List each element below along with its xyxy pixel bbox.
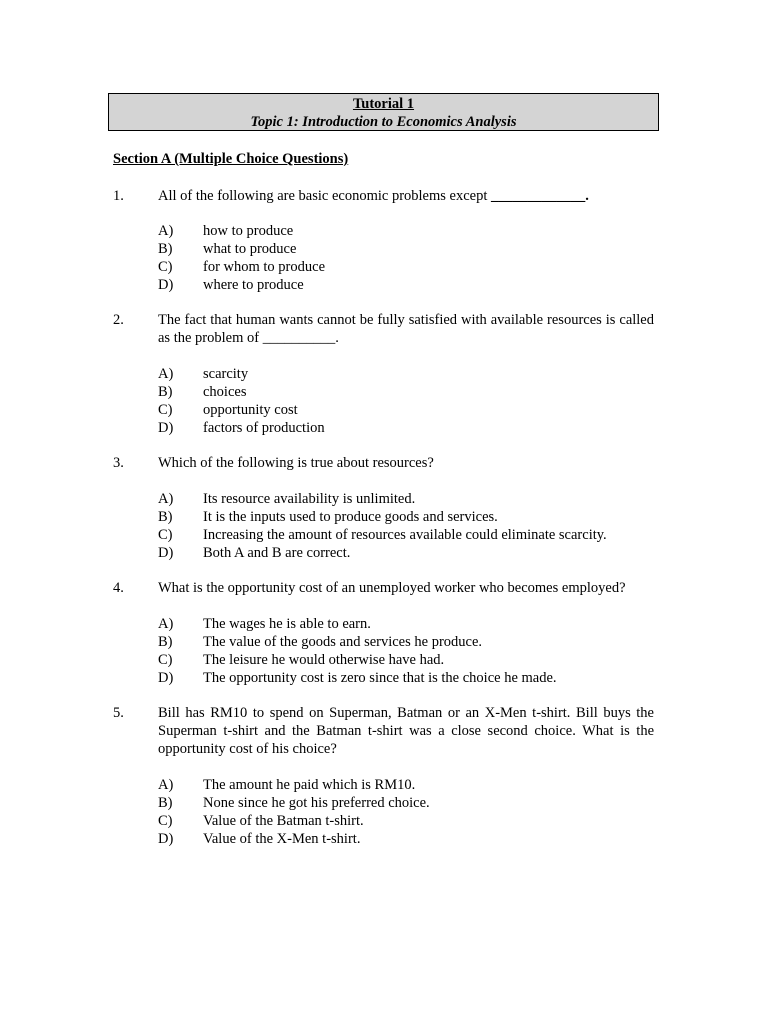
question-stem: Bill has RM10 to spend on Superman, Batman or an X-Men t-shirt. Bill buys the Superman t-shirt and the Batman t-shirt was a close second choice. What is the opportunity cost of his choice? [158, 705, 654, 757]
topic-title: Topic 1: Introduction to Economics Analysis [250, 114, 517, 130]
tutorial-header [108, 93, 659, 131]
question-2 [113, 311, 654, 347]
option-c: C) opportunity cost [158, 402, 298, 418]
option-c: C) for whom to produce [158, 259, 326, 275]
options-1 [158, 222, 325, 294]
question-3 [113, 454, 654, 472]
options-5 [158, 776, 430, 848]
option-d: D) where to produce [158, 277, 304, 293]
option-d: D) The opportunity cost is zero since that is the choice he made. [158, 670, 557, 686]
question-number: 2. [113, 312, 124, 328]
question-stem: What is the opportunity cost of an unemployed worker who becomes employed? [158, 580, 626, 596]
question-stem: The fact that human wants cannot be fully satisfied with available resources is called as the problem of __________. [158, 312, 654, 346]
option-c: C) Value of the Batman t-shirt. [158, 813, 364, 829]
option-a: A) scarcity [158, 366, 249, 382]
option-b: B) choices [158, 384, 247, 400]
question-stem: Which of the following is true about resources? [158, 455, 434, 471]
option-a: A) The amount he paid which is RM10. [158, 777, 416, 793]
option-c: C) The leisure he would otherwise have had. [158, 652, 445, 668]
question-4 [113, 579, 654, 597]
answer-blank: _____________. [491, 188, 589, 204]
option-a: A) Its resource availability is unlimited. [158, 491, 416, 507]
option-d: D) Value of the X-Men t-shirt. [158, 831, 361, 847]
options-4 [158, 615, 557, 687]
option-c: C) Increasing the amount of resources available could eliminate scarcity. [158, 527, 607, 543]
section-title: Section A (Multiple Choice Questions) [113, 151, 349, 167]
option-b: B) None since he got his preferred choice. [158, 795, 430, 811]
option-a: A) The wages he is able to earn. [158, 616, 371, 632]
question-number: 5. [113, 705, 124, 721]
options-3 [158, 490, 607, 562]
question-number: 4. [113, 580, 124, 596]
option-a: A) how to produce [158, 223, 294, 239]
tutorial-title: Tutorial 1 [352, 96, 415, 112]
option-d: D) factors of production [158, 420, 325, 436]
option-b: B) It is the inputs used to produce goods and services. [158, 509, 498, 525]
option-d: D) Both A and B are correct. [158, 545, 351, 561]
question-5 [113, 704, 654, 758]
question-number: 1. [113, 188, 124, 204]
options-2 [158, 365, 325, 437]
question-number: 3. [113, 455, 124, 471]
option-b: B) what to produce [158, 241, 297, 257]
option-b: B) The value of the goods and services he produce. [158, 634, 483, 650]
question-stem: All of the following are basic economic problems except _____________. [158, 188, 589, 204]
question-1 [113, 187, 654, 205]
